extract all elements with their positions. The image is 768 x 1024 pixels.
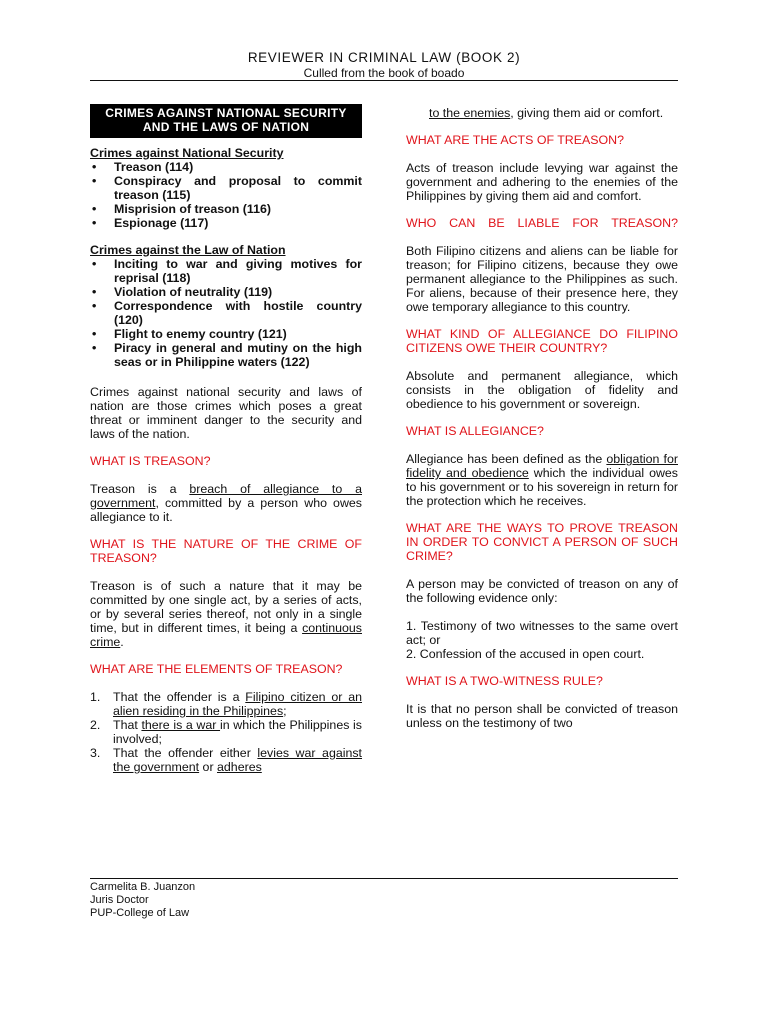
text-run: Treason is of such a nature that it may be committed by one single act, by a series of acts, or by several series thereof, not only in a single time, but in different times, it being a — [90, 579, 362, 635]
law-of-nation-list — [90, 257, 362, 369]
answer-paragraph: Acts of treason include levying war against the government and adhering to the enemies of the Philippines by giving them aid and comfort. — [406, 161, 678, 203]
text-run: Treason is a — [90, 482, 190, 496]
author-school: PUP-College of Law — [90, 907, 190, 919]
item-number: 1. — [90, 690, 101, 704]
question-heading: WHAT IS TREASON? — [90, 454, 211, 468]
section-heading-national-security: Crimes against National Security — [90, 146, 284, 160]
text-run: . — [120, 635, 124, 649]
evidence-item: 2. Confession of the accused in open court. — [406, 647, 645, 661]
author-name: Carmelita B. Juanzon — [90, 881, 196, 893]
question-heading: WHAT IS A TWO-WITNESS RULE? — [406, 674, 603, 688]
list-item — [90, 718, 362, 746]
elements-list — [90, 690, 362, 774]
list-item: • Piracy in general and mutiny on the high seas or in Philippine waters (122) — [90, 341, 362, 369]
underlined-phrase: Filipino citizen or an alien residing in the Philippines — [113, 690, 362, 718]
intro-paragraph: Crimes against national security and laws of nation are those crimes which poses a great threat or imminent danger to the security and laws of the nation. — [90, 385, 362, 441]
text-run: That — [113, 718, 142, 732]
continued-paragraph — [406, 106, 678, 120]
question-heading: WHAT IS ALLEGIANCE? — [406, 424, 544, 438]
answer-paragraph — [406, 452, 678, 508]
question-heading: WHAT KIND OF ALLEGIANCE DO FILIPINO CITIZENS OWE THEIR COUNTRY? — [406, 327, 678, 355]
question-heading: WHAT IS THE NATURE OF THE CRIME OF TREASON? — [90, 537, 362, 565]
text-run: , giving them aid or comfort. — [510, 106, 664, 120]
left-column — [90, 104, 362, 774]
text-run: in which the Philippines is involved; — [113, 718, 362, 746]
section-heading-law-of-nation: Crimes against the Law of Nation — [90, 243, 286, 257]
answer-paragraph: A person may be convicted of treason on any of the following evidence only: — [406, 577, 678, 605]
list-item: • Correspondence with hostile country (120) — [90, 299, 362, 327]
question-heading: WHAT ARE THE WAYS TO PROVE TREASON IN ORDER TO CONVICT A PERSON OF SUCH CRIME? — [406, 521, 678, 563]
list-item — [90, 690, 362, 718]
text-run: which the individual owes to his government or to his sovereign in return for the protection which he receives. — [406, 466, 678, 508]
list-item: • Inciting to war and giving motives for reprisal (118) — [90, 257, 362, 285]
list-item: • Misprision of treason (116) — [90, 202, 362, 216]
answer-paragraph: Absolute and permanent allegiance, which consists in the obligation of fidelity and obedience to his government or sovereign. — [406, 369, 678, 411]
underlined-phrase: continuous crime — [90, 621, 362, 649]
list-item: • Espionage (117) — [90, 216, 362, 230]
underlined-phrase: to the enemies — [429, 106, 511, 120]
question-heading: WHAT ARE THE ELEMENTS OF TREASON? — [90, 662, 343, 676]
page-header — [90, 50, 678, 80]
answer-paragraph — [90, 579, 362, 649]
header-rule — [90, 80, 678, 81]
underlined-phrase: there is a war — [141, 718, 221, 732]
list-item: • Treason (114) — [90, 160, 362, 174]
page-footer — [90, 881, 195, 920]
text-run: That the offender either — [113, 746, 258, 760]
question-heading: WHAT ARE THE ACTS OF TREASON? — [406, 133, 625, 147]
question-heading: WHO CAN BE LIABLE FOR TREASON? — [406, 216, 678, 230]
underlined-phrase: obligation for fidelity and obedience — [406, 452, 678, 480]
text-run: That the offender is a — [113, 690, 246, 704]
item-number: 3. — [90, 746, 101, 760]
underlined-phrase: levies war against the government — [113, 746, 363, 774]
list-item: • Flight to enemy country (121) — [90, 327, 362, 341]
answer-paragraph: It is that no person shall be convicted of treason unless on the testimony of two — [406, 702, 678, 730]
list-item: • Conspiracy and proposal to commit treason (115) — [90, 174, 362, 202]
national-security-list — [90, 160, 362, 230]
evidence-item: 1. Testimony of two witnesses to the same overt act; or — [406, 619, 678, 647]
list-item — [90, 746, 362, 774]
text-run: or — [199, 760, 218, 774]
answer-paragraph — [90, 482, 362, 524]
underlined-phrase: adheres — [217, 760, 262, 774]
underlined-phrase: breach of allegiance to a government — [90, 482, 362, 510]
document-title: REVIEWER IN CRIMINAL LAW (BOOK 2) — [247, 50, 521, 65]
list-item: • Violation of neutrality (119) — [90, 285, 362, 299]
text-run: ; — [283, 704, 287, 718]
document-subtitle: Culled from the book of boado — [303, 66, 465, 80]
item-number: 2. — [90, 718, 101, 732]
author-degree: Juris Doctor — [90, 894, 149, 906]
text-run: , committed by a person who owes allegiance to it. — [90, 496, 362, 524]
text-run: Allegiance has been defined as the — [406, 452, 607, 466]
answer-paragraph: Both Filipino citizens and aliens can be liable for treason; for Filipino citizens, because they owe permanent allegiance to the Philippines as such. For aliens, because of their presence here, they owe temporary allegiance to this country. — [406, 244, 678, 314]
right-column — [406, 106, 678, 730]
section-title-box: CRIMES AGAINST NATIONAL SECURITY AND THE LAWS OF NATION — [90, 104, 362, 138]
footer-rule — [90, 878, 678, 879]
